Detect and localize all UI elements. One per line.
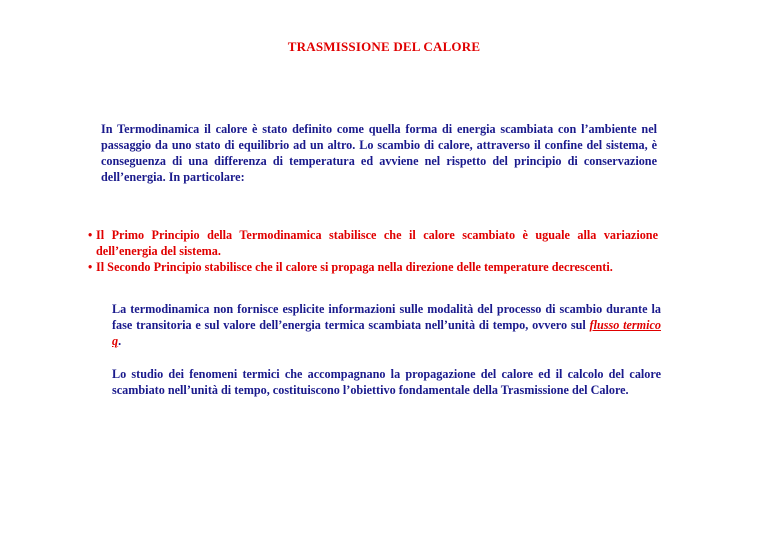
intro-paragraph: In Termodinamica il calore è stato definito come quella forma di energia scambiata con l’ambiente nel passaggio da uno stato di equilibrio ad un altro. Lo scambio di calore, attraverso il confine del sistema, è conseguenza di una differenza di temperatura ed avviene nel rispetto del principio di conservazione dell’energia. In particolare: [101, 122, 657, 184]
bullet-text: Il Secondo Principio stabilisce che il calore si propaga nella direzione delle temperature decrescenti. [96, 260, 613, 274]
list-item [88, 227, 658, 259]
paragraph-end: . [118, 334, 122, 348]
bullet-icon: • [88, 228, 93, 242]
heat-flux-term: flusso termico q [112, 318, 662, 348]
bullet-icon: • [88, 260, 93, 274]
principles-list [88, 227, 658, 275]
list-item [88, 259, 658, 275]
bullet-text: Il Primo Principio della Termodinamica stabilisce che il calore scambiato è uguale alla variazione dell’energia del sistema. [96, 228, 658, 258]
page-title: TRASMISSIONE DEL CALORE [287, 39, 481, 54]
paragraph-text: La termodinamica non fornisce esplicite informazioni sulle modalità del processo di scambio durante la fase transitoria e sul valore dell’energia termica scambiata nell’unità di tempo, ovvero sul [112, 302, 661, 332]
thermodynamics-paragraph [112, 301, 661, 349]
heat-transfer-paragraph: Lo studio dei fenomeni termici che accompagnano la propagazione del calore ed il calcolo del calore scambiato nell’unità di tempo, costituiscono l’obiettivo fondamentale della Trasmissione del Calore. [112, 367, 661, 397]
